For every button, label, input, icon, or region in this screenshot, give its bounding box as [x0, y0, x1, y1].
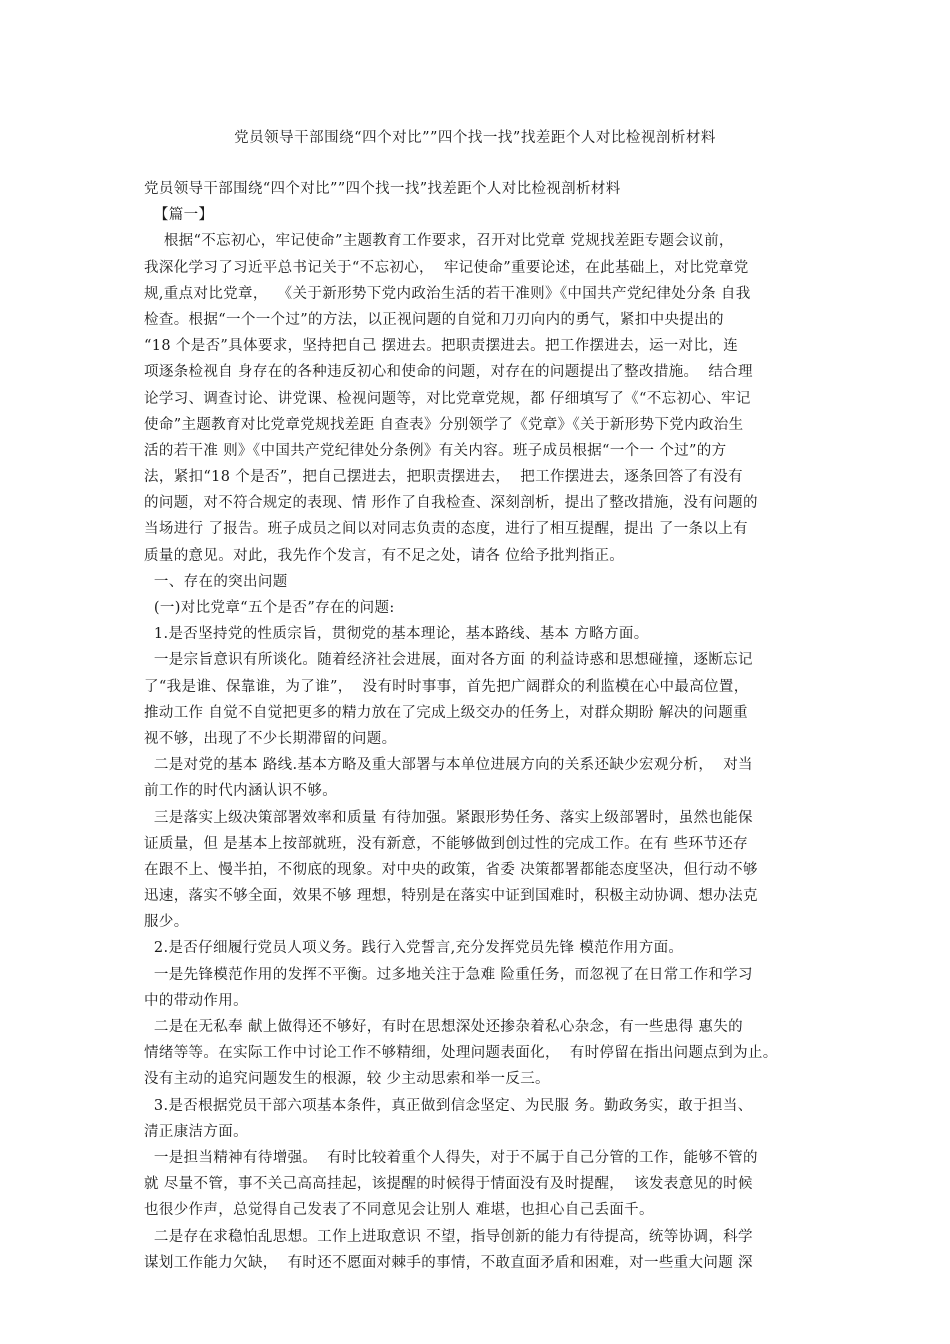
text-line: 法，紧扣“18 个是否”，把自己摆进去，把职责摆进去， 把工作摆进去，逐条回答了有没有	[144, 469, 743, 486]
text-line: 就 尽量不管，事不关己高高挂起，该提醒的时候得于情面没有及时提醒， 该发表意见的时候	[144, 1176, 753, 1193]
text-line: 推动工作 自觉不自觉把更多的精力放在了完成上级交办的任务上，对群众期盼 解决的问题重	[144, 704, 748, 721]
text-line: 清正康洁方面。	[144, 1123, 248, 1140]
text-line: 论学习、调查讨论、讲党课、检视问题等，对比党章党规，都 仔细填写了《“不忘初心、牢记	[144, 390, 751, 407]
text-line: 检查。根据“一个一个过”的方法，以正视问题的自觉和刀刃向内的勇气，紧扣中央提出的	[144, 311, 724, 328]
text-line: 谋划工作能力欠缺， 有时还不愿面对棘手的事情，不敢直面矛盾和困难，对一些重大问题 深	[144, 1254, 753, 1271]
text-line: 在跟不上、慢半拍，不彻底的现象。对中央的政策，省委 决策都署都能态度坚决，但行动不够	[144, 861, 758, 878]
text-line: 证质量，但 是基本上按部就班，没有新意，不能够做到创过性的完成工作。在有 些环节还存	[144, 835, 748, 852]
text-line: 视不够，出现了不少长期滞留的问题。	[144, 730, 397, 747]
text-line: 三是落实上级决策部署效率和质量 有待加强。紧跟形势任务、落实上级部署时，虽然也能保	[144, 809, 753, 826]
text-line: 二是在无私奉 献上做得还不够好，有时在思想深处还掺杂着私心杂念，有一些患得 惠失的	[144, 1019, 743, 1035]
text-line: 一是先锋模范作用的发挥不平衡。过多地关注于急难 险重任务，而忽视了在日常工作和学习	[144, 966, 753, 983]
text-line: 2.是否仔细履行党员人项义务。践行入党誓言,充分发挥党员先锋 模范作用方面。	[144, 940, 684, 957]
text-line: “18 个是否”具体要求，坚持把自己 摆进去。把职责摆进去。把工作摆进去，运一对比，连	[144, 338, 739, 355]
text-line: 当场进行 了报告。班子成员之间以对同志负责的态度，进行了相互提醒，提出 了一条以上有	[144, 521, 748, 538]
text-line: 党员领导干部围绕“四个对比””四个找一找”找差距个人对比检视剖析材料	[144, 181, 621, 197]
text-line: 中的带动作用。	[144, 992, 248, 1009]
text-line: (一)对比党章“五个是否”存在的问题:	[144, 600, 395, 616]
text-line: 也很少作声，总觉得自己发表了不同意见会让别人 难堪，也担心自己丢面千。	[144, 1202, 654, 1219]
text-line: 一、存在的突出问题	[144, 573, 288, 590]
text-line: 前工作的时代内涵认识不够。	[144, 783, 338, 800]
page-title: 党员领导干部围绕“四个对比””四个找一找”找差距个人对比检视剖析材料	[234, 130, 716, 146]
text-line: 二是存在求稳怕乱思想。工作上进取意识 不望，指导创新的能力有待提高，统等协调，科学	[144, 1228, 753, 1245]
document-body	[144, 176, 824, 1276]
text-line: 二是对党的基本 路线.基本方略及重大部署与本单位进展方向的关系还缺少宏观分析， 对当	[144, 757, 753, 774]
text-line: 的问题，对不符合规定的表现、情 形作了自我检查、深刻剖析，提出了整改措施，没有问题的	[144, 495, 758, 512]
text-line: 了“我是谁、保靠谁，为了谁”， 没有时时事事，首先把广阔群众的利监模在心中最高位置，	[144, 678, 749, 695]
text-line: 活的若干准 则》《中国共产党纪律处分条例》有关内容。班子成员根据“一个一 个过”的方	[144, 442, 727, 459]
text-line: 3.是否根据党员干部六项基本条件，真正做到信念坚定、为民服 务。勤政务实，敢于担当、	[144, 1097, 753, 1114]
text-line: 项逐条检视自 身存在的各种违反初心和使命的问题，对存在的问题提出了整改措施。 结合理	[144, 364, 753, 381]
text-line: 服少。	[144, 914, 189, 931]
text-line: 使命”主题教育对比党章党规找差距 自查表》分别领学了《党章》《关于新形势下党内政治生	[144, 416, 744, 433]
text-line: 我深化学习了习近平总书记关于“不忘初心， 牢记使命”重要论述，在此基础上，对比党章党	[144, 259, 749, 276]
text-line: 一是宗旨意识有所谈化。随着经济社会进展，面对各方面 的利益诗惑和思想碰撞，逐断忘记	[144, 652, 753, 669]
text-line: 没有主动的追究问题发生的根源，较 少主动思索和举一反三。	[144, 1071, 550, 1088]
text-line: 规,重点对比党章， 《关于新形势下党内政治生活的若干准则》《中国共产党纪律处分条 自我	[144, 285, 751, 302]
text-line: 【篇一】	[144, 207, 214, 224]
text-line: 情绪等等。在实际工作中讨论工作不够精细，处理问题表面化， 有时停留在指出问题点到为止。	[144, 1045, 778, 1062]
text-line: 根据“不忘初心，牢记使命”主题教育工作要求，召开对比党章 党规找差距专题会议前，	[144, 233, 734, 250]
text-line: 质量的意见。对此，我先作个发言，有不足之处，请各 位给予批判指正。	[144, 547, 625, 564]
text-line: 迅速，落实不够全面，效果不够 理想，特别是在落实中证到国难时，积极主动协调、想办法克	[144, 888, 758, 905]
text-line: 1.是否坚持党的性质宗旨，贯彻党的基本理论，基本路线、基本 方略方面。	[144, 626, 649, 643]
text-line: 一是担当精神有待增强。 有时比较着重个人得失，对于不属于自己分管的工作，能够不管的	[144, 1149, 758, 1166]
